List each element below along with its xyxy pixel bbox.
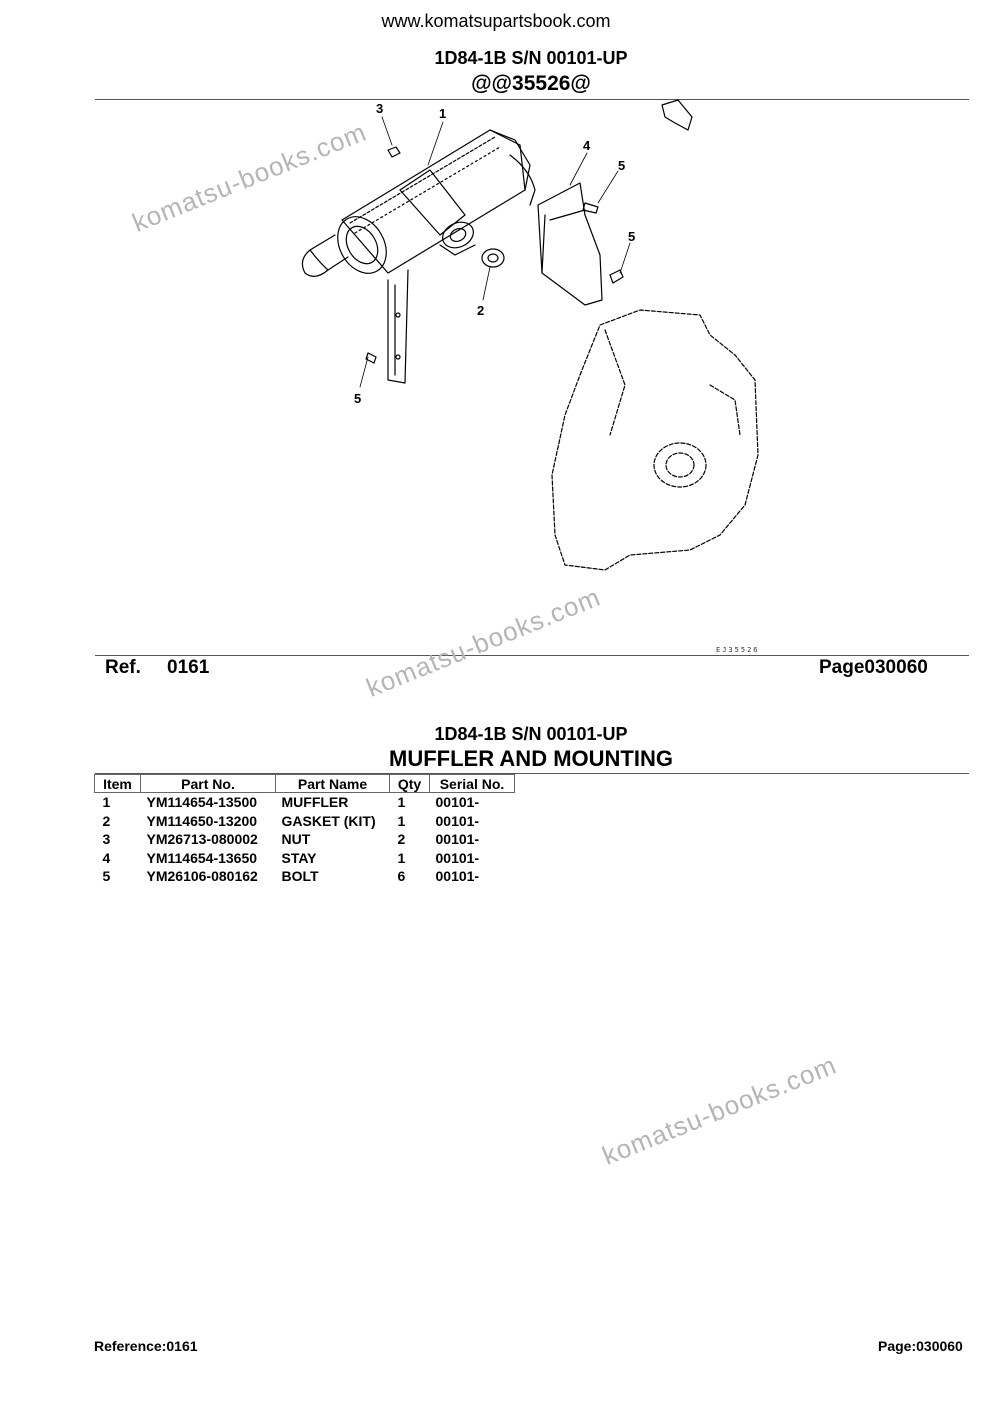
section-model: 1D84-1B S/N 00101-UP bbox=[434, 724, 628, 744]
item-number: 3 bbox=[102, 831, 111, 848]
table-row bbox=[95, 793, 515, 812]
part-number: YM26106-080162 bbox=[146, 868, 258, 885]
watermark: komatsu-books.com bbox=[128, 116, 371, 238]
engine-housing bbox=[552, 310, 758, 570]
stay-part bbox=[538, 183, 602, 305]
callout-1: 1 bbox=[439, 106, 447, 121]
item-number: 1 bbox=[102, 794, 111, 811]
watermark: komatsu-books.com bbox=[598, 1049, 841, 1171]
muffler-diagram bbox=[280, 95, 780, 655]
page-label: Page bbox=[819, 657, 865, 678]
table-row bbox=[95, 849, 515, 868]
bolt-parts bbox=[366, 203, 623, 363]
part-number: YM26713-080002 bbox=[146, 831, 258, 848]
header-item: Item bbox=[95, 775, 141, 793]
ref-value: 0161 bbox=[167, 657, 210, 678]
serial-number: 00101- bbox=[435, 812, 480, 829]
gasket-part bbox=[482, 249, 504, 267]
item-number: 5 bbox=[102, 868, 111, 885]
footer-page: Page:030060 bbox=[878, 1338, 963, 1354]
quantity: 1 bbox=[397, 794, 406, 811]
item-number: 4 bbox=[102, 849, 111, 866]
part-number: YM114654-13500 bbox=[146, 794, 258, 811]
callout-5: 5 bbox=[354, 391, 362, 406]
ref-label: Ref. bbox=[105, 657, 141, 678]
watermark: komatsu-books.com bbox=[362, 581, 605, 703]
serial-number: 00101- bbox=[435, 831, 480, 848]
part-number: YM114650-13200 bbox=[146, 812, 258, 829]
header-serial: Serial No. bbox=[430, 775, 515, 793]
table-row bbox=[95, 830, 515, 849]
quantity: 6 bbox=[397, 868, 406, 885]
item-number: 2 bbox=[102, 812, 111, 829]
ref-line bbox=[105, 657, 209, 679]
callout-4: 4 bbox=[583, 138, 591, 153]
site-url: www.komatsupartsbook.com bbox=[381, 11, 611, 31]
table-row bbox=[95, 867, 515, 886]
part-name: STAY bbox=[281, 849, 317, 866]
part-name: GASKET (KIT) bbox=[281, 812, 376, 829]
figure-code: EJ35526 bbox=[716, 646, 760, 654]
section-title: MUFFLER AND MOUNTING bbox=[389, 746, 673, 771]
lower-bracket bbox=[388, 270, 408, 383]
callout-5: 5 bbox=[618, 158, 626, 173]
page-value: 030060 bbox=[864, 657, 928, 678]
part-number: YM114654-13650 bbox=[146, 849, 258, 866]
parts-table bbox=[94, 774, 515, 886]
part-name: MUFFLER bbox=[281, 794, 349, 811]
quantity: 1 bbox=[397, 812, 406, 829]
header-part-name: Part Name bbox=[276, 775, 390, 793]
quantity: 1 bbox=[397, 849, 406, 866]
illustration-code: @@35526@ bbox=[471, 72, 591, 95]
footer-reference: Reference:0161 bbox=[94, 1338, 198, 1354]
figure-rule bbox=[95, 655, 969, 656]
serial-number: 00101- bbox=[435, 794, 480, 811]
callout-3: 3 bbox=[376, 101, 384, 116]
nut-part bbox=[388, 147, 400, 157]
callout-5: 5 bbox=[628, 229, 636, 244]
page-line bbox=[819, 657, 928, 679]
serial-number: 00101- bbox=[435, 849, 480, 866]
header-part-no: Part No. bbox=[141, 775, 276, 793]
callout-2: 2 bbox=[477, 303, 485, 318]
table-header-row bbox=[95, 775, 515, 793]
table-row bbox=[95, 812, 515, 831]
header-qty: Qty bbox=[390, 775, 430, 793]
serial-number: 00101- bbox=[435, 868, 480, 885]
part-name: BOLT bbox=[281, 868, 319, 885]
quantity: 2 bbox=[397, 831, 406, 848]
model-heading: 1D84-1B S/N 00101-UP bbox=[434, 48, 628, 68]
part-name: NUT bbox=[281, 831, 311, 848]
